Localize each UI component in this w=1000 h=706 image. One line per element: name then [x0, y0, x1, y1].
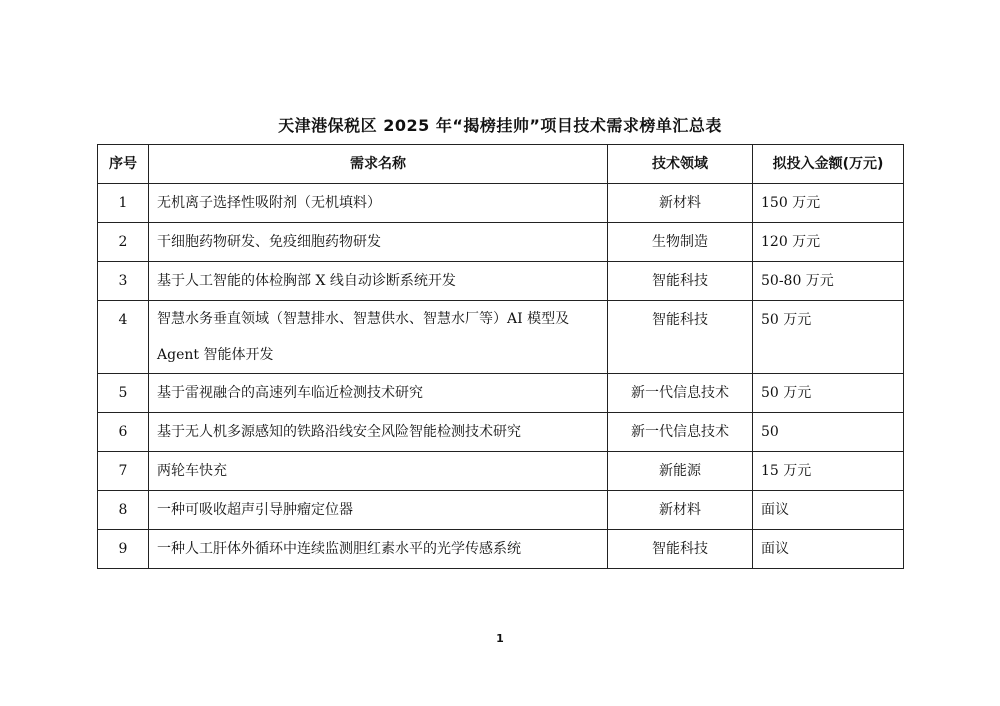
header-field: 技术领域: [608, 145, 753, 184]
row-no: 2: [98, 223, 149, 262]
row-no: 6: [98, 413, 149, 452]
row-name: 一种人工肝体外循环中连续监测胆红素水平的光学传感系统: [149, 530, 608, 569]
page-title: 天津港保税区 2025 年“揭榜挂帅”项目技术需求榜单汇总表: [278, 116, 722, 135]
table-row: [98, 374, 904, 413]
row-amount: 面议: [753, 530, 904, 569]
row-no: 4: [98, 301, 149, 374]
row-amount: 50 万元: [753, 374, 904, 413]
demand-table: [97, 144, 904, 569]
row-name: 基于雷视融合的高速列车临近检测技术研究: [149, 374, 608, 413]
row-amount: 50: [753, 413, 904, 452]
row-name: 智慧水务垂直领域（智慧排水、智慧供水、智慧水厂等）AI 模型及 Agent 智能体开发: [149, 301, 608, 374]
row-field: 智能科技: [608, 530, 753, 569]
header-name: 需求名称: [149, 145, 608, 184]
table-row: [98, 413, 904, 452]
header-amount: 拟投入金额(万元): [753, 145, 904, 184]
row-field: 智能科技: [608, 301, 753, 374]
row-amount: 15 万元: [753, 452, 904, 491]
header-no: 序号: [98, 145, 149, 184]
row-field: 新能源: [608, 452, 753, 491]
row-amount: 150 万元: [753, 184, 904, 223]
row-amount: 面议: [753, 491, 904, 530]
row-field: 新材料: [608, 491, 753, 530]
row-no: 9: [98, 530, 149, 569]
row-no: 3: [98, 262, 149, 301]
row-field: 新材料: [608, 184, 753, 223]
row-no: 5: [98, 374, 149, 413]
row-no: 1: [98, 184, 149, 223]
table-row: [98, 184, 904, 223]
row-name: 基于人工智能的体检胸部 X 线自动诊断系统开发: [149, 262, 608, 301]
row-name: 两轮车快充: [149, 452, 608, 491]
row-no: 8: [98, 491, 149, 530]
table-header-row: [98, 145, 904, 184]
row-no: 7: [98, 452, 149, 491]
row-field: 新一代信息技术: [608, 413, 753, 452]
table-row: [98, 262, 904, 301]
row-amount: 120 万元: [753, 223, 904, 262]
table-row: [98, 452, 904, 491]
page-number: 1: [496, 632, 504, 645]
row-field: 新一代信息技术: [608, 374, 753, 413]
row-name: 干细胞药物研发、免疫细胞药物研发: [149, 223, 608, 262]
row-amount: 50 万元: [753, 301, 904, 374]
table-row: [98, 223, 904, 262]
row-name: 无机离子选择性吸附剂（无机填料）: [149, 184, 608, 223]
row-amount: 50-80 万元: [753, 262, 904, 301]
row-field: 生物制造: [608, 223, 753, 262]
row-name: 一种可吸收超声引导肿瘤定位器: [149, 491, 608, 530]
row-name: 基于无人机多源感知的铁路沿线安全风险智能检测技术研究: [149, 413, 608, 452]
table-row: [98, 491, 904, 530]
table-row: [98, 301, 904, 374]
row-field: 智能科技: [608, 262, 753, 301]
table-row: [98, 530, 904, 569]
